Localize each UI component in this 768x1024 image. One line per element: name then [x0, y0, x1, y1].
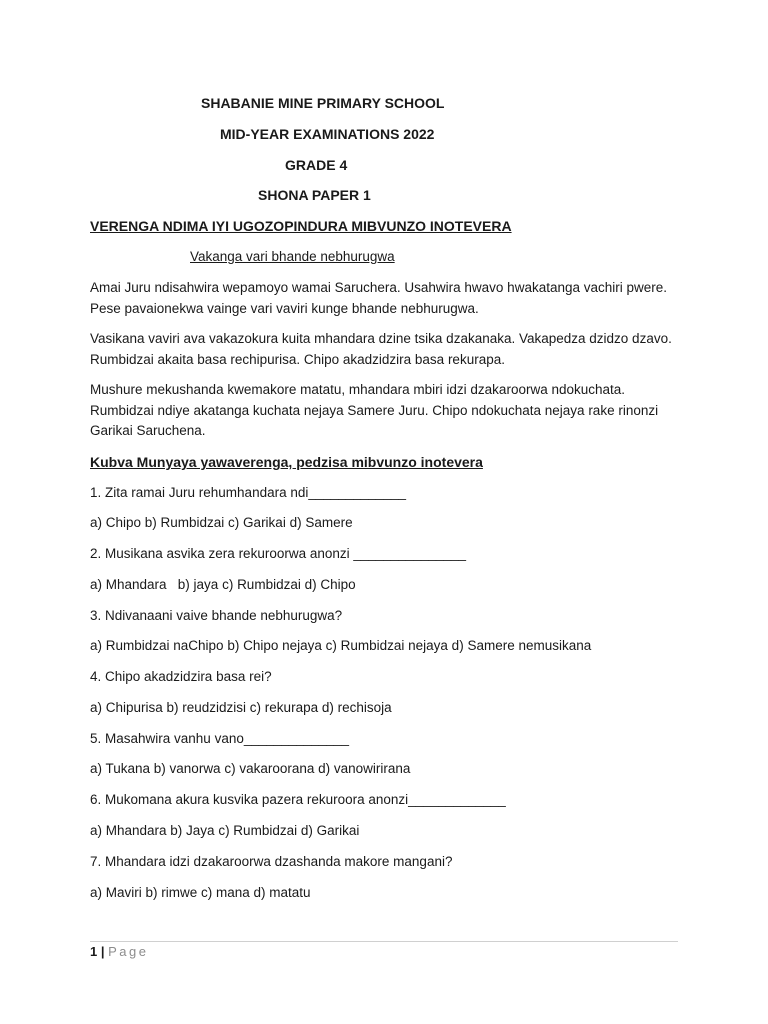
footer-divider: [90, 941, 678, 942]
page-number: 1: [90, 944, 98, 959]
question-options: a) Mhandara b) jaya c) Rumbidzai d) Chipo: [90, 577, 356, 592]
questions-heading: Kubva Munyaya yawaverenga, pedzisa mibvunzo inotevera: [90, 454, 483, 470]
question-options: a) Maviri b) rimwe c) mana d) matatu: [90, 885, 311, 900]
paper-label: SHONA PAPER 1: [258, 187, 371, 203]
question-text: 1. Zita ramai Juru rehumhandara ndi_____________: [90, 485, 406, 500]
question-options: a) Tukana b) vanorwa c) vakaroorana d) vanowirirana: [90, 761, 411, 776]
question-options: a) Rumbidzai naChipo b) Chipo nejaya c) Rumbidzai nejaya d) Samere nemusikana: [90, 638, 592, 653]
footer-separator: |: [100, 944, 105, 959]
question-options: a) Mhandara b) Jaya c) Rumbidzai d) Garikai: [90, 823, 360, 838]
story-paragraph: Vasikana vaviri ava vakazokura kuita mhandara dzine tsika dzakanaka. Vakapedza dzidzo dzavo. Rumbidzai akaita basa rechipurisa. Chipo akadzidzira basa rekurapa.: [90, 331, 672, 367]
reading-instruction: VERENGA NDIMA IYI UGOZOPINDURA MIBVUNZO INOTEVERA: [90, 218, 512, 234]
story-paragraph: Mushure mekushanda kwemakore matatu, mhandara mbiri idzi dzakaroorwa ndokuchata. Rumbidzai ndiye akatanga kuchata nejaya Samere Juru. Chipo ndokuchata nejaya rake rinonzi Garikai Saruchena.: [90, 382, 659, 438]
story-title: Vakanga vari bhande nebhurugwa: [190, 249, 395, 264]
school-name: SHABANIE MINE PRIMARY SCHOOL: [201, 95, 445, 111]
question-text: 7. Mhandara idzi dzakaroorwa dzashanda makore mangani?: [90, 854, 453, 869]
page-footer: [90, 943, 149, 961]
question-options: a) Chipurisa b) reudzidzisi c) rekurapa d) rechisoja: [90, 700, 392, 715]
question-options: a) Chipo b) Rumbidzai c) Garikai d) Samere: [90, 515, 353, 530]
grade-label: GRADE 4: [285, 157, 348, 173]
question-text: 6. Mukomana akura kusvika pazera rekuroora anonzi_____________: [90, 792, 506, 807]
page-label: Page: [108, 944, 149, 959]
question-text: 2. Musikana asvika zera rekuroorwa anonzi _______________: [90, 546, 466, 561]
exam-title: MID-YEAR EXAMINATIONS 2022: [220, 126, 435, 142]
question-text: 5. Masahwira vanhu vano______________: [90, 731, 349, 746]
question-text: 4. Chipo akadzidzira basa rei?: [90, 669, 272, 684]
story-paragraph: Amai Juru ndisahwira wepamoyo wamai Saruchera. Usahwira hwavo hwakatanga vachiri pwere. Pese pavaionekwa vainge vari vaviri kunge bhande nebhurugwa.: [90, 280, 668, 316]
question-text: 3. Ndivanaani vaive bhande nebhurugwa?: [90, 608, 343, 623]
